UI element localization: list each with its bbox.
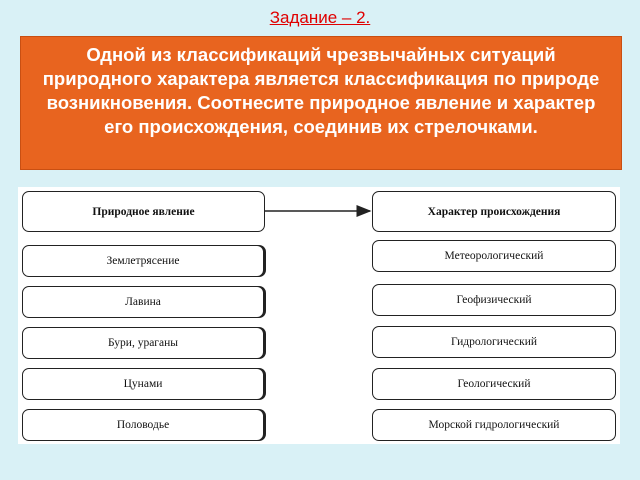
task-title: Задание – 2. [269, 8, 371, 27]
origin-item-geophysical[interactable]: Геофизический [372, 284, 616, 316]
phenomenon-item-earthquake[interactable]: Землетрясение [22, 245, 264, 277]
instruction-banner: Одной из классификаций чрезвычайных ситуаций природного характера является классификация по природе возникновения. Соотнесите природное явление и характер его происхождения, соединив их стрелочками. [20, 36, 622, 170]
phenomenon-item-tsunami[interactable]: Цунами [22, 368, 264, 400]
phenomenon-item-avalanche[interactable]: Лавина [22, 286, 264, 318]
phenomenon-item-storms[interactable]: Бури, ураганы [22, 327, 264, 359]
origin-item-geological[interactable]: Геологический [372, 368, 616, 400]
phenomenon-header: Природное явление [22, 191, 265, 232]
origin-header: Характер происхождения [372, 191, 616, 232]
phenomenon-item-flood[interactable]: Половодье [22, 409, 264, 441]
origin-item-meteorological[interactable]: Метеорологический [372, 240, 616, 272]
origin-item-hydrological[interactable]: Гидрологический [372, 326, 616, 358]
origin-item-marine-hydrological[interactable]: Морской гидрологический [372, 409, 616, 441]
